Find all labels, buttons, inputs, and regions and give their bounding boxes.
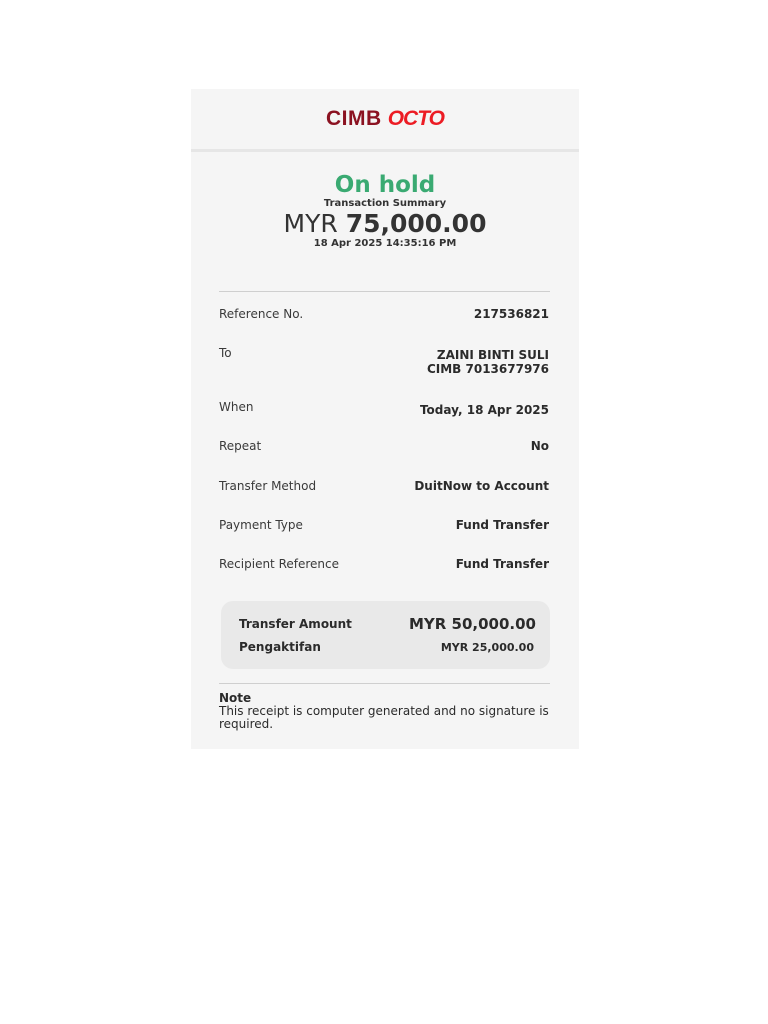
total-currency: MYR [283, 209, 338, 238]
transaction-summary [191, 152, 579, 250]
recipient-reference-value: Fund Transfer [455, 557, 549, 571]
note-text: This receipt is computer generated and no signature is required. [219, 704, 549, 731]
repeat-label: Repeat [219, 439, 262, 453]
to-label: To [219, 346, 232, 360]
detail-row-transfer-method [219, 479, 549, 493]
repeat-value: No [530, 439, 549, 453]
detail-row-repeat [219, 439, 549, 453]
activation-label: Pengaktifan [239, 640, 321, 654]
detail-row-reference [219, 307, 549, 321]
payment-type-label: Payment Type [219, 518, 303, 532]
recipient-name: ZAINI BINTI SULI [436, 348, 549, 362]
detail-row-to [219, 346, 549, 376]
recipient-reference-label: Recipient Reference [219, 557, 339, 571]
transaction-datetime: 18 Apr 2025 14:35:16 PM [313, 238, 457, 249]
transfer-method-value: DuitNow to Account [414, 479, 549, 493]
when-value: Today, 18 Apr 2025 [419, 403, 549, 417]
to-value [427, 346, 549, 376]
transfer-amount-label: Transfer Amount [239, 617, 352, 631]
activation-value: MYR 25,000.00 [440, 640, 534, 654]
summary-title: Transaction Summary [323, 198, 447, 209]
detail-row-recipient-reference [219, 557, 549, 571]
detail-row-when [219, 400, 549, 417]
reference-value: 217536821 [473, 307, 549, 321]
receipt-header [191, 89, 579, 152]
total-amount [191, 210, 579, 238]
divider-top [219, 291, 550, 292]
total-value: 75,000.00 [345, 209, 487, 238]
transfer-amount-line [239, 615, 536, 633]
receipt-note [219, 692, 549, 731]
amount-breakdown [221, 601, 550, 669]
when-label: When [219, 400, 254, 414]
note-title: Note [219, 691, 252, 705]
status-label: On hold [334, 172, 436, 198]
cimb-logo: CIMB [326, 107, 382, 130]
detail-row-payment-type [219, 518, 549, 532]
recipient-account: CIMB 7013677976 [426, 362, 549, 376]
divider-bottom [219, 683, 550, 684]
transfer-method-label: Transfer Method [219, 479, 317, 493]
reference-label: Reference No. [219, 307, 304, 321]
receipt-card [191, 89, 579, 749]
payment-type-value: Fund Transfer [455, 518, 549, 532]
transfer-amount-value: MYR 50,000.00 [408, 615, 536, 633]
activation-line [239, 640, 534, 654]
octo-logo: OCTO [387, 107, 444, 130]
